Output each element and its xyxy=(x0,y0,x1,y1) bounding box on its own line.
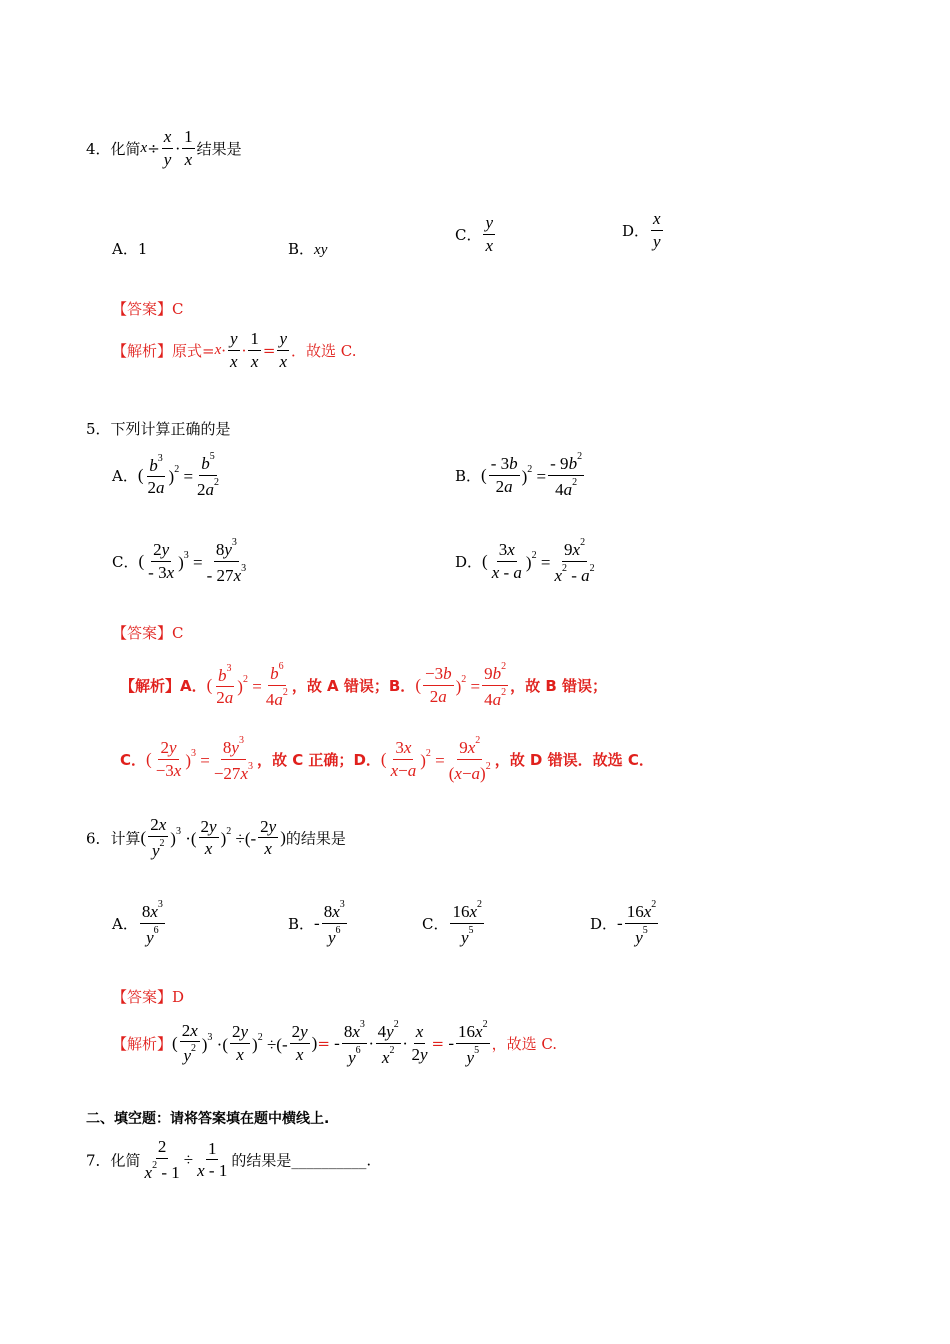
q6-option-d-label: D． xyxy=(590,914,618,933)
q4-analysis-prefix: 原式= xyxy=(172,341,215,360)
q4-option-c-frac: $\frac{y}{x}$ xyxy=(485,213,494,255)
q5-option-c: C．( $\frac{2y}{- 3x}$ )$^3$ = $\frac{8y^3}{- 27x^3}$ xyxy=(112,537,247,585)
q5-option-d: D．( $\frac{3x}{x - a}$ )$^2$ = $\frac{9x^2}{x^2 - a^2}$ xyxy=(455,537,595,585)
q6-number: 6．计算 xyxy=(86,829,141,848)
q4-option-c xyxy=(455,214,497,255)
q5-option-b-label: B． xyxy=(455,466,482,485)
q7-stem: 7．化简 $\frac{2}{x^2 - 1}$ ÷ $\frac{1}{x - 1}$ 的结果是__________. xyxy=(86,1137,372,1182)
q6-analysis-tail: ，故选 C. xyxy=(491,1034,558,1053)
q4-number: 4．化简 xyxy=(86,139,141,158)
q5-analysis-line2: C．( $\frac{2y}{-3x}$ )$^3$ = $\frac{8y^3}{-27x^3}$ ，故 C 正确；D．( $\frac{3x}{x-a}$ )$^2$ = $\frac{9x^2}{(x-a)^2}$ ，故 D 错误．故选 C． xyxy=(120,735,654,783)
q6-stem: 6．计算( $\frac{2x}{y^2}$ )$^3$ ·( $\frac{2y}{x}$ )$^2$ ÷(- $\frac{2y}{x}$ )的结果是 xyxy=(86,815,346,860)
q5-option-a-label: A． xyxy=(112,466,138,485)
q5-answer: 【答案】C xyxy=(112,624,184,642)
q5-analysis-b-tail: ，故 B 错误； xyxy=(510,676,607,695)
q6-answer: 【答案】D xyxy=(112,988,185,1006)
q4-option-d-frac: $\frac{x}{y}$ xyxy=(653,209,661,251)
q5-option-b: B．( $\frac{- 3b}{2a}$ )$^2$ = $\frac{- 9b^2}{4a^2}$ xyxy=(455,451,583,499)
q6-option-a-label: A． xyxy=(112,914,138,933)
q6-option-b: B．- $\frac{8x^3}{y^6}$ xyxy=(288,899,345,947)
q4-option-b-label: B． xyxy=(288,240,315,258)
q6-option-c: C． $\frac{16x^2}{y^5}$ xyxy=(422,899,483,947)
q4-analysis-tail: ．故选 C. xyxy=(291,341,357,360)
q4-option-b-expr: xy xyxy=(314,242,328,258)
q4-option-a xyxy=(112,238,147,259)
q4-stem-tail: 结果是 xyxy=(196,139,242,158)
q4-frac-x-over-y: $\frac{x}{y}$ xyxy=(163,127,172,169)
q5-option-d-label: D． xyxy=(455,552,483,571)
q5-option-c-label: C． xyxy=(112,552,139,571)
q5-analysis-c-tail: ，故 C 正确；D． xyxy=(256,750,381,769)
q5-analysis-label: 【解析】A． xyxy=(120,676,207,695)
q4-option-a-text: A．1 xyxy=(112,240,148,258)
q5-analysis-c-label: C． xyxy=(120,750,147,769)
q4-analysis-label: 【解析】 xyxy=(112,341,173,360)
q6-stem-tail: 的结果是 xyxy=(285,829,346,848)
q6-option-b-label: B． xyxy=(288,914,315,933)
q7-number: 7．化简 xyxy=(86,1151,141,1170)
q6-analysis: 【解析】( $\frac{2x}{y^2}$ )$^3$ ·( $\frac{2y}{x}$ )$^2$ ÷(- $\frac{2y}{x}$ )= - $\frac{8x^3}{y^6}$ · $\frac{4y^2}{x^2}$ · $\frac{x}{2y}$ = - $\frac{16x^2}{y^5}$ ，故选 C. xyxy=(112,1019,558,1067)
q5-option-a: A．( $\frac{b^3}{2a}$ )$^2$ = $\frac{b^5}{2a^2}$ xyxy=(112,451,220,499)
q4-option-d xyxy=(622,210,665,251)
section2-heading: 二、填空题：请将答案填在题中横线上. xyxy=(86,1111,330,1127)
q4-stem: 4．化简x÷ $\frac{x}{y}$ · $\frac{1}{x}$ 结果是 xyxy=(86,127,242,169)
q7-stem-tail: 的结果是__________. xyxy=(231,1151,372,1170)
q5-stem: 5．下列计算正确的是 xyxy=(86,420,231,438)
q4-analysis: 【解析】原式=x· $\frac{y}{x}$ · $\frac{1}{x}$ = $\frac{y}{x}$ ．故选 C. xyxy=(112,329,357,371)
q6-option-d: D．- $\frac{16x^2}{y^5}$ xyxy=(590,899,657,947)
q4-option-b xyxy=(288,238,327,259)
q6-option-a: A． $\frac{8x^3}{y^6}$ xyxy=(112,899,163,947)
q5-analysis-d-tail: ，故 D 错误．故选 C． xyxy=(494,750,654,769)
q4-frac-1-over-x: $\frac{1}{x}$ xyxy=(184,127,193,169)
q6-analysis-label: 【解析】 xyxy=(112,1034,173,1053)
q5-analysis-a-tail: ，故 A 错误；B． xyxy=(291,676,416,695)
q4-answer: 【答案】C xyxy=(112,300,184,318)
q4-option-d-label: D． xyxy=(622,221,650,240)
q6-option-c-label: C． xyxy=(422,914,449,933)
q4-option-c-label: C． xyxy=(455,225,482,244)
q5-analysis-line1: 【解析】A．( $\frac{b^3}{2a}$ )$^2$ = $\frac{b^6}{4a^2}$ ，故 A 错误；B．( $\frac{-3b}{2a}$ )$^2$ = $\frac{9b^2}{4a^2}$ ，故 B 错误； xyxy=(120,661,607,709)
